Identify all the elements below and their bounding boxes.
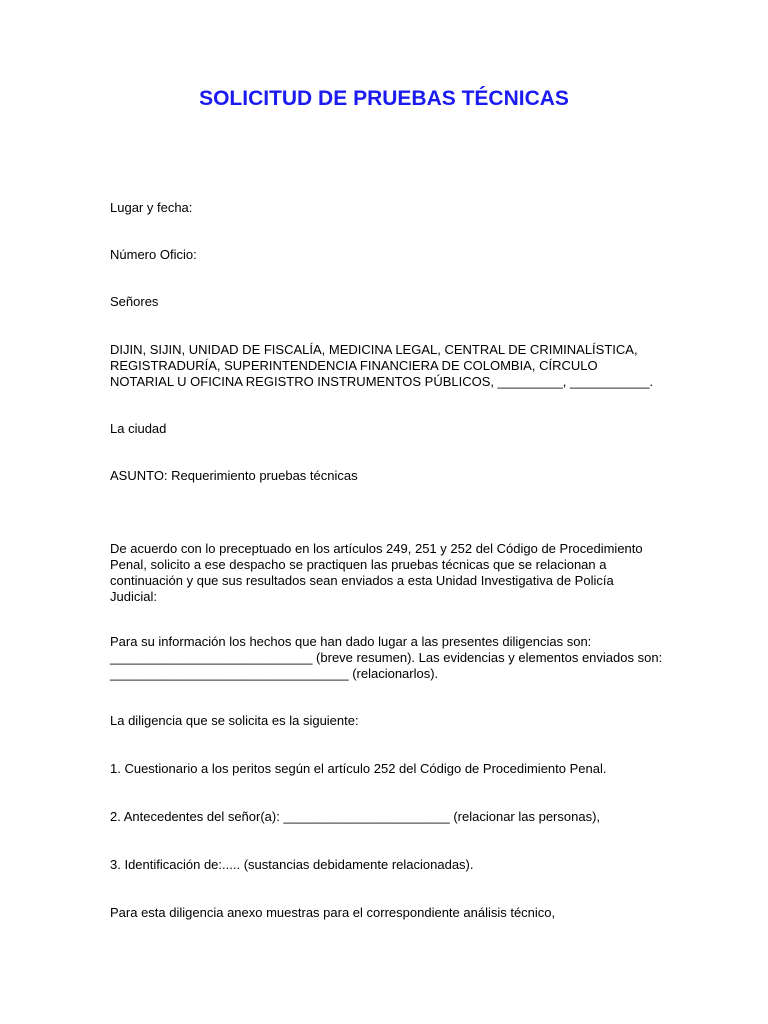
salutation: Señores	[110, 294, 159, 309]
intro-line: continuación y que sus resultados sean enviados a esta Unidad Investigativa de Policía	[110, 573, 614, 588]
intro-line: De acuerdo con lo preceptuado en los artículos 249, 251 y 252 del Código de Procedimiento	[110, 541, 643, 556]
place-date-label: Lugar y fecha:	[110, 200, 193, 215]
diligence-item-1: 1. Cuestionario a los peritos según el artículo 252 del Código de Procedimiento Penal.	[110, 761, 607, 776]
facts-line: _________________________________ (relacionarlos).	[110, 666, 439, 681]
document-title: SOLICITUD DE PRUEBAS TÉCNICAS	[199, 87, 569, 110]
intro-line: Judicial:	[110, 589, 157, 604]
diligence-item-2: 2. Antecedentes del señor(a): _______________________ (relacionar las personas),	[110, 809, 601, 824]
intro-line: Penal, solicito a ese despacho se practiquen las pruebas técnicas que se relacionan a	[110, 557, 607, 572]
office-number-label: Número Oficio:	[110, 247, 197, 262]
recipients-line: REGISTRADURÍA, SUPERINTENDENCIA FINANCIERA DE COLOMBIA, CÍRCULO	[110, 358, 598, 373]
recipients-line: NOTARIAL U OFICINA REGISTRO INSTRUMENTOS PÚBLICOS, _________, ___________.	[110, 374, 654, 389]
diligence-intro: La diligencia que se solicita es la siguiente:	[110, 713, 359, 728]
diligence-item-3: 3. Identificación de:..... (sustancias debidamente relacionadas).	[110, 857, 474, 872]
recipients-line: DIJIN, SIJIN, UNIDAD DE FISCALÍA, MEDICINA LEGAL, CENTRAL DE CRIMINALÍSTICA,	[110, 342, 638, 357]
facts-line: Para su información los hechos que han dado lugar a las presentes diligencias son:	[110, 634, 592, 649]
facts-paragraph	[110, 634, 670, 682]
facts-line: ____________________________ (breve resumen). Las evidencias y elementos enviados son:	[110, 650, 663, 665]
closing-paragraph: Para esta diligencia anexo muestras para el correspondiente análisis técnico,	[110, 905, 556, 920]
recipients-paragraph	[110, 342, 670, 390]
subject-line: ASUNTO: Requerimiento pruebas técnicas	[110, 468, 358, 483]
intro-paragraph	[110, 541, 670, 605]
city-label: La ciudad	[110, 421, 167, 436]
